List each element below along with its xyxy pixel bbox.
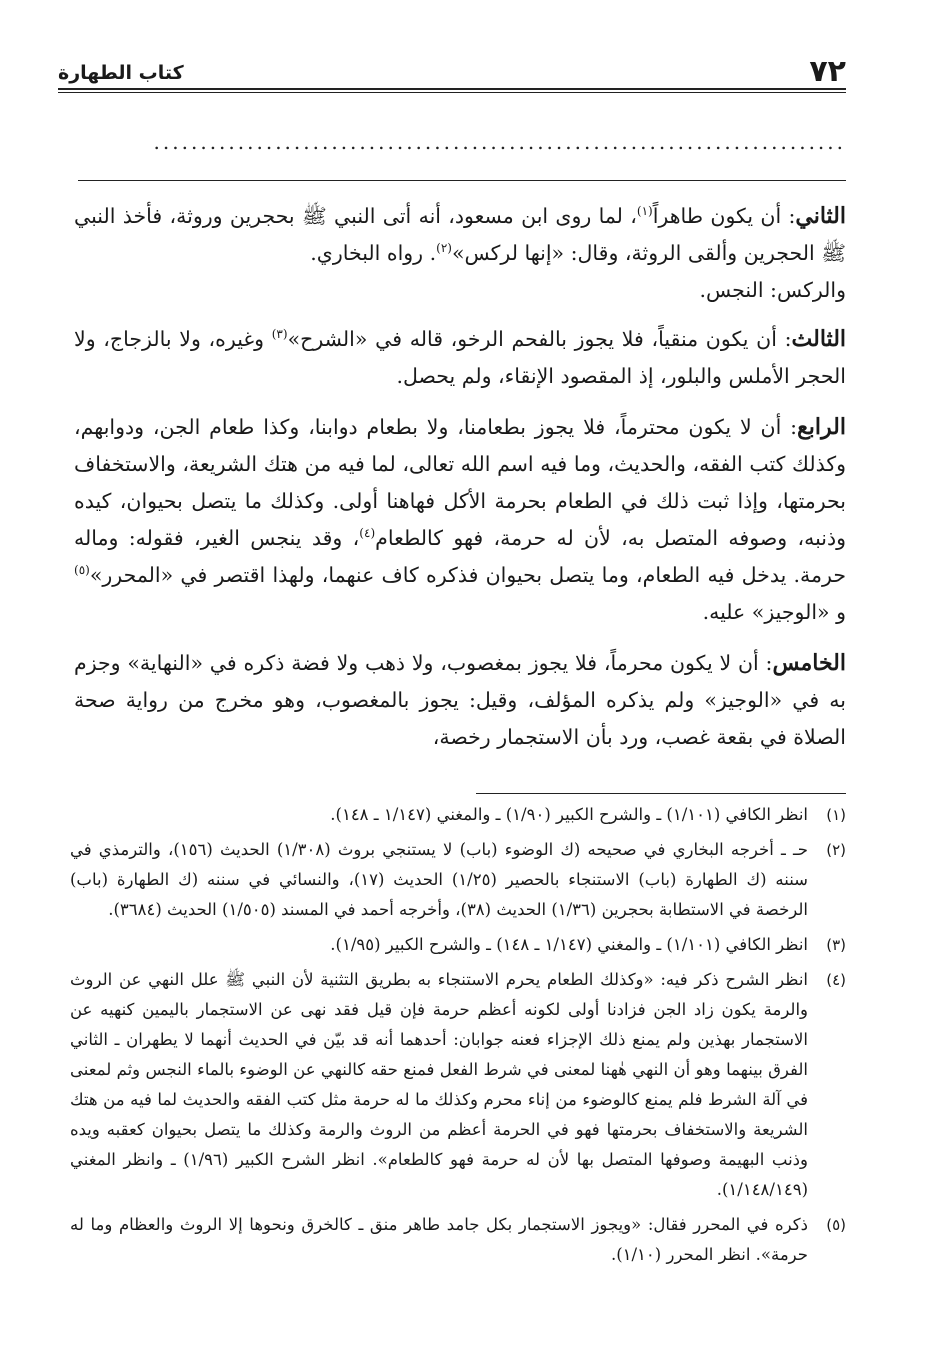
paragraph-tail: والركس: النجس. [699,278,846,302]
footnote-number: (٥) [826,1216,846,1234]
footnote-3 [70,930,846,960]
footnote-text: انظر الكافي (١/١٠١) ـ والشرح الكبير (١/٩٠) ـ والمغني (١/١٤٧ ـ ١٤٨). [330,805,808,824]
paragraph-third [74,321,846,395]
footnote-number: (١) [826,806,846,824]
paragraph-fifth [74,645,846,756]
paragraph-text: : أن لا يكون محترماً، فلا يجوز بطعامنا، ولا بطعام دوابنا، وكذا طعام الجن، ودوابهم، وكذلك كتب الفقه، والحديث، وما فيه اسم الله تعالى، لما فيه من هتك الشريعة، والاستخفاف بحرمتها، وإذا ثبت ذلك في الطعام بحرمة الأكل فهاهنا أولى. وكذلك ما يتصل بحيوان، كيده وذنبه، وصوفه المتصل به، لأن له حرمة، فهو كالطعام [74,415,846,550]
paragraph-lead: الخامس [772,650,846,676]
footnote-5 [70,1210,846,1270]
footnote-ref: (١) [636,204,653,219]
footnote-number: (٢) [826,841,846,859]
page-header [58,54,846,94]
main-text [74,198,846,770]
footnote-ref: (٤) [359,526,376,541]
paragraph-lead: الثاني [795,203,846,229]
footnote-ref: (٥) [74,563,90,578]
header-rule-thin [58,92,846,93]
footnote-number: (٤) [826,971,846,989]
footnote-text: انظر الكافي (١/١٠١) ـ والمغني (١/١٤٧ ـ ١٤٨) ـ والشرح الكبير (١/٩٥). [330,935,808,954]
footnote-number: (٣) [826,936,846,954]
paragraph-second [74,198,846,309]
paragraph-text: : أن يكون طاهراً [652,204,796,228]
footnote-text: ذكره في المحرر فقال: «ويجوز الاستجمار بكل جامد طاهر منق ـ كالخرق ونحوها إلا الروث والعظام وما له حرمة». انظر المحرر (١/١٠). [70,1215,808,1264]
footnote-rule [476,793,846,794]
footnote-ref: (٣) [271,327,288,342]
footnotes [70,800,846,1275]
footnote-2 [70,835,846,925]
page-number: ٧٢ [809,54,846,89]
footnote-4 [70,965,846,1205]
footnote-text: انظر الشرح ذكر فيه: «وكذلك الطعام يحرم الاستنجاء به بطريق التثنية لأن النبي ﷺ علل النهي عن الروث والرمة يكون زاد الجن فزادنا أولى لكونه أعظم حرمة فإن قيل فقد نهى عن الاستجمار باليمين كنهيه عن الاستجمار بهذين ولم يمنع ذلك الإجزاء فعنه جوابان: أحدهما أنه قد بيّن في الحديث أنهما لا يطهران ـ الثاني الفرق بينهما وهو أن النهي هٰهنا لمعنى في شرط الفعل فمنع حقه كالنهي عن الوضوء بالماء النجس وثم لمعنى في آلة الشرط فلم يمنع كالوضوء من إناء محرم وكذلك ما له حرمة مثل كتب الفقه والحديث لما فيه من هتك الشريعة والاستخفاف بحرمتها فهو في الحرمة أعظم من الروث والرمة وكذلك ما يتصل بحيوان كعقبه ويده وذنب البهيمة وصوفها المتصل بها لأن له حرمة فهو كالطعام». انظر الشرح الكبير (١/٩٦) ـ وانظر المغني (١/١٤٨/١٤٩). [70,970,808,1199]
footnote-ref: (٢) [436,241,452,256]
paragraph-text: و «الوجيز» عليه. [702,600,846,624]
paragraph-text: : أن يكون منقياً، فلا يجوز بالفحم الرخو، قاله في «الشرح» [287,327,792,351]
header-rule [58,88,846,90]
top-rule [78,180,846,181]
footnote-text: حـ ـ أخرجه البخاري في صحيحه (ك الوضوء (باب) لا يستنجي بروث (١/٣٠٨) الحديث (١٥٦)، والترمذي في سننه (ك الطهارة (باب) الاستنجاء بالحصير (١/٢٥) الحديث (١٧)، والنسائي في سننه (ك الطهارة (باب) الرخصة في الاستطابة بحجرين (١/٣٦) الحديث (٣٨)، وأخرجه أحمد في المسند (١/٥٠٥) الحديث (٣٦٨٤). [70,840,808,919]
paragraph-text: وغيره، ولا بالزجاج، ولا الحجر الأملس والبلور، إذ المقصود الإنقاء، ولم يحصل. [74,327,846,388]
paragraph-lead: الثالث [791,326,847,352]
footnote-1 [70,800,846,830]
paragraph-text: ، لما روى ابن مسعود، أنه أتى النبي ﷺ بحجرين وروثة، فأخذ النبي ﷺ الحجرين وألقى الروثة، وقال: «إنها لركس» [74,204,846,265]
separator-dots: .......................................................................... [153,130,846,150]
paragraph-text: ، وقد ينجس الغير، فقوله: وماله حرمة. يدخل فيه الطعام، وما يتصل بحيوان فذكره كاف عنهما، ولهذا اقتصر في «المحرر» [74,526,846,587]
paragraph-lead: الرابع [797,414,846,440]
book-title: كتاب الطهارة [58,62,184,84]
paragraph-text: : أن لا يكون محرماً، فلا يجوز بمغصوب، ولا ذهب ولا فضة ذكره في «النهاية» وجزم به في «الوجيز» ولم يذكره المؤلف، وقيل: يجوز بالمغصوب، وهو مخرج من رواية صحة الصلاة في بقعة غصب، ورد بأن الاستجمار رخصة، [74,651,846,749]
paragraph-text: . رواه البخاري. [310,241,437,265]
paragraph-fourth [74,409,846,631]
